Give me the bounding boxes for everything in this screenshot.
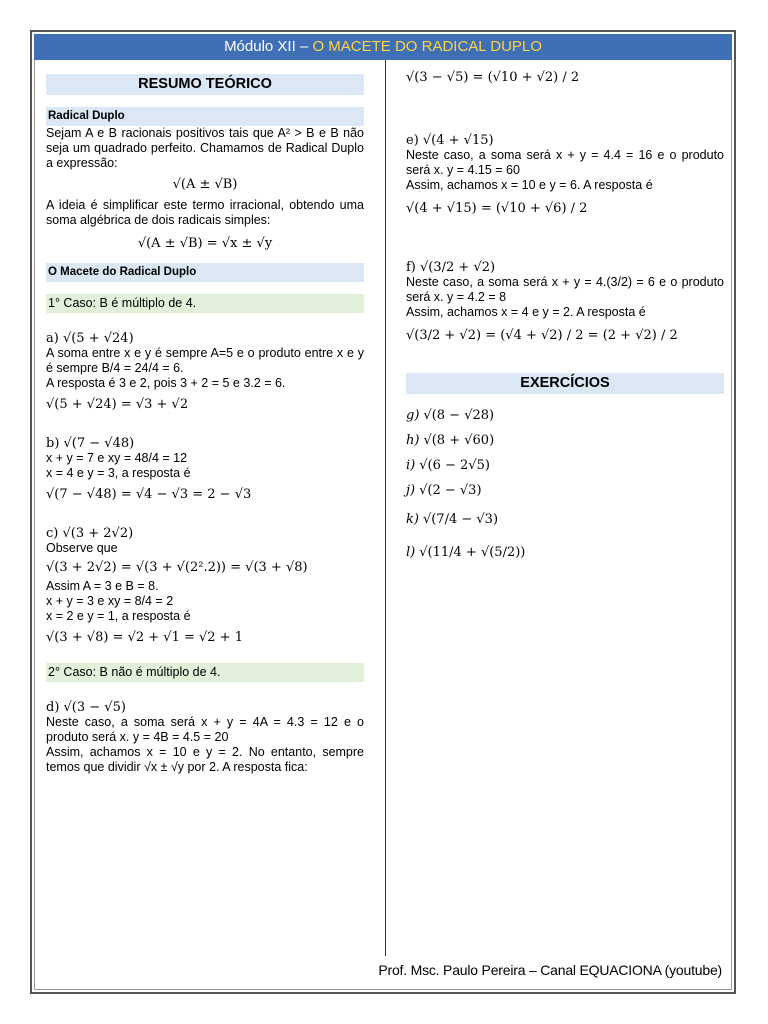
example-e-text1: Neste caso, a soma será x + y = 4.4 = 16 e o produto será x. y = 4.15 = 60 — [406, 148, 724, 177]
exercise-item — [406, 433, 724, 448]
example-c-text2: x + y = 3 e xy = 8/4 = 2 — [46, 594, 174, 608]
example-c-text0: Observe que — [46, 541, 118, 555]
example-d-text2: Assim, achamos x = 10 e y = 2. No entanto, sempre temos que dividir √x ± √y por 2. A resposta fica: — [46, 745, 364, 774]
exercise-expr: √(11/4 + √(5/2)) — [419, 545, 526, 560]
exercise-label: g) — [406, 408, 420, 423]
exercise-expr: √(6 − 2√5) — [419, 458, 490, 473]
exercise-expr: √(2 − √3) — [419, 483, 482, 498]
intro-text: Sejam A e B racionais positivos tais que A² > B e B não seja um quadrado perfeito. Chamamos de Radical Duplo a expressão: — [46, 126, 364, 170]
exercise-label: l) — [406, 545, 416, 560]
header-prefix: Módulo XII – — [224, 38, 313, 55]
example-e-result: √(4 + √15) = (√10 + √6) / 2 — [406, 201, 588, 216]
exercise-item — [406, 408, 724, 423]
example-b-text2: x = 4 e y = 3, a resposta é — [46, 466, 191, 480]
right-column — [406, 66, 724, 570]
example-f-result: √(3/2 + √2) = (√4 + √2) / 2 = (2 + √2) / 2 — [406, 328, 678, 343]
example-f-label: f) √(3/2 + √2) — [406, 260, 496, 275]
example-b-text1: x + y = 7 e xy = 48/4 = 12 — [46, 451, 188, 465]
exercise-item — [406, 512, 724, 527]
example-c-result: √(3 + √8) = √2 + √1 = √2 + 1 — [46, 630, 243, 645]
macete-title: O Macete do Radical Duplo — [46, 263, 364, 282]
exercise-label: j) — [406, 483, 416, 498]
example-d-result: √(3 − √5) = (√10 + √2) / 2 — [406, 70, 580, 85]
column-divider — [385, 60, 386, 956]
expr-simplified: √(A ± √B) = √x ± √y — [137, 236, 273, 251]
example-f-text1: Neste caso, a soma será x + y = 4.(3/2) = 6 e o produto será x. y = 4.2 = 8 — [406, 275, 724, 304]
example-a-label: a) √(5 + √24) — [46, 331, 134, 346]
exercise-expr: √(8 + √60) — [423, 433, 495, 448]
example-a-text1: A soma entre x e y é sempre A=5 e o produto entre x e y é sempre B/4 = 24/4 = 6. — [46, 346, 364, 375]
exercises-title: EXERCÍCIOS — [406, 373, 724, 394]
summary-title: RESUMO TEÓRICO — [46, 74, 364, 95]
case2-label: 2° Caso: B não é múltiplo de 4. — [46, 663, 364, 682]
exercise-expr: √(8 − √28) — [423, 408, 495, 423]
example-b-result: √(7 − √48) = √4 − √3 = 2 − √3 — [46, 487, 252, 502]
page-header — [34, 34, 732, 60]
radical-duplo-title: Radical Duplo — [46, 107, 364, 126]
example-c-text3: x = 2 e y = 1, a resposta é — [46, 609, 191, 623]
header-title: O MACETE DO RADICAL DUPLO — [312, 38, 542, 55]
page-footer: Prof. Msc. Paulo Pereira – Canal EQUACIONA (youtube) — [378, 962, 722, 978]
example-c-label: c) √(3 + 2√2) — [46, 526, 134, 541]
exercise-label: k) — [406, 512, 419, 527]
example-f-text2: Assim, achamos x = 4 e y = 2. A resposta é — [406, 305, 646, 319]
example-d-label: d) √(3 − √5) — [46, 700, 126, 715]
exercise-item — [406, 483, 724, 498]
idea-text: A ideia é simplificar este termo irracional, obtendo uma soma algébrica de dois radicais simples: — [46, 198, 364, 227]
exercise-item — [406, 458, 724, 473]
example-d-text1: Neste caso, a soma será x + y = 4A = 4.3 = 12 e o produto será x. y = 4B = 4.5 = 20 — [46, 715, 364, 744]
case1-label: 1° Caso: B é múltiplo de 4. — [46, 294, 364, 313]
example-c-eq: √(3 + 2√2) = √(3 + √(2².2)) = √(3 + √8) — [46, 560, 308, 575]
example-a-text2: A resposta é 3 e 2, pois 3 + 2 = 5 e 3.2 = 6. — [46, 376, 286, 390]
example-e-label: e) √(4 + √15) — [406, 133, 494, 148]
exercise-item — [406, 545, 724, 560]
expr-radical-duplo: √(A ± √B) — [172, 177, 238, 192]
exercise-expr: √(7/4 − √3) — [422, 512, 499, 527]
left-column — [46, 66, 364, 775]
exercise-label: h) — [406, 433, 420, 448]
example-b-label: b) √(7 − √48) — [46, 436, 135, 451]
example-c-text1: Assim A = 3 e B = 8. — [46, 579, 159, 593]
example-e-text2: Assim, achamos x = 10 e y = 6. A resposta é — [406, 178, 653, 192]
example-a-result: √(5 + √24) = √3 + √2 — [46, 397, 189, 412]
exercise-label: i) — [406, 458, 416, 473]
